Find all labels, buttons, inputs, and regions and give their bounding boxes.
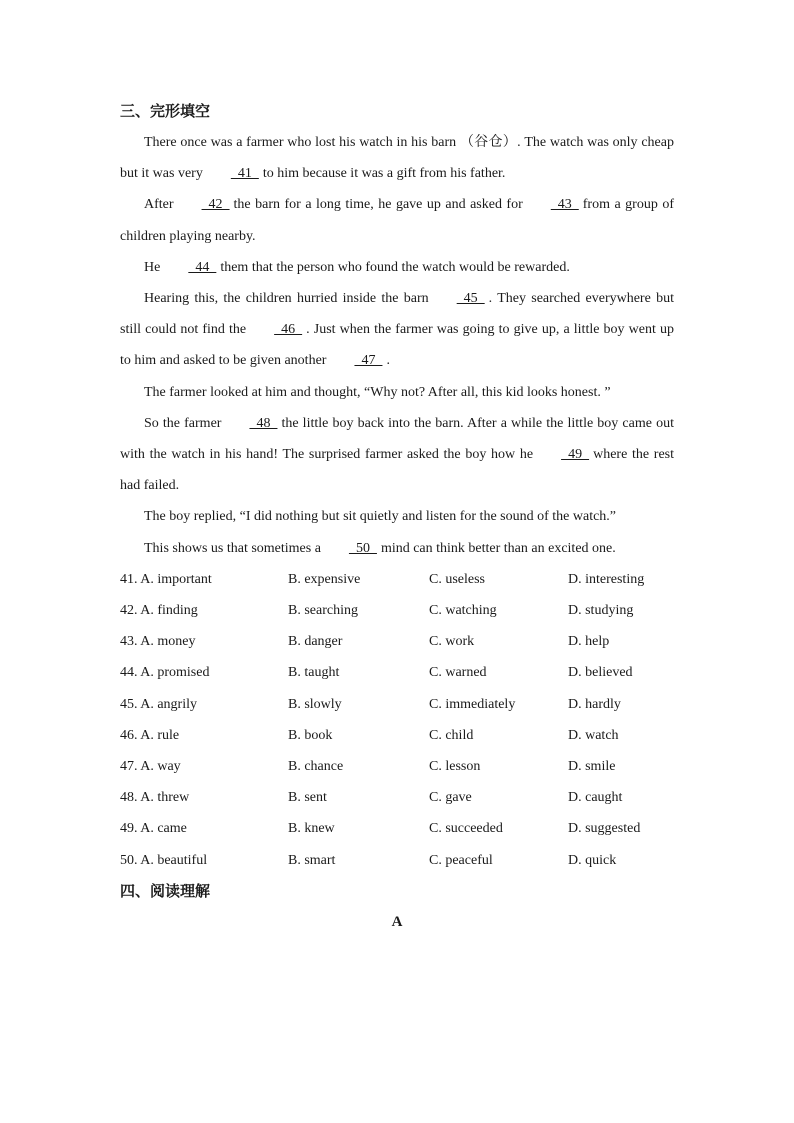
passage-text: He bbox=[144, 259, 161, 275]
passage-paragraph bbox=[120, 408, 674, 502]
passage-text: where the rest had failed. bbox=[120, 447, 674, 494]
option-row bbox=[120, 782, 674, 813]
passage-text: . Just when the farmer was going to give up, a little boy went up to him and asked to be given another bbox=[120, 322, 675, 369]
blank-49: 49 bbox=[561, 447, 590, 463]
blank-47: 47 bbox=[354, 353, 383, 369]
option-a: 44. A. promised bbox=[120, 665, 210, 681]
option-d: D. help bbox=[568, 634, 610, 650]
passage-label: A bbox=[391, 913, 403, 930]
option-d: D. interesting bbox=[568, 571, 645, 587]
blank-50: 50 bbox=[348, 540, 377, 556]
option-d: D. smile bbox=[568, 758, 616, 774]
option-c: C. useless bbox=[429, 571, 485, 587]
option-row bbox=[120, 595, 674, 626]
blank-45: 45 bbox=[456, 291, 485, 307]
option-row bbox=[120, 657, 674, 688]
blank-46: 46 bbox=[274, 322, 303, 338]
option-row bbox=[120, 813, 674, 844]
option-row bbox=[120, 751, 674, 782]
option-a: 47. A. way bbox=[120, 758, 181, 774]
passage-paragraph bbox=[120, 533, 674, 564]
passage-text: There once was a farmer who lost his watch in his barn （谷仓）. The watch was only cheap but it was very bbox=[120, 135, 674, 182]
passage-paragraph bbox=[120, 189, 674, 251]
option-b: B. smart bbox=[288, 852, 336, 868]
option-c: C. work bbox=[429, 634, 475, 650]
passage-text: . They searched everywhere but still could not find the bbox=[120, 291, 674, 338]
document-page bbox=[120, 96, 674, 938]
blank-48: 48 bbox=[249, 415, 278, 431]
option-c: C. watching bbox=[429, 603, 497, 619]
option-a: 46. A. rule bbox=[120, 727, 180, 743]
passage-text: The boy replied, “I did nothing but sit quietly and listen for the sound of the watch.” bbox=[144, 509, 617, 525]
option-a: 43. A. money bbox=[120, 634, 196, 650]
option-row bbox=[120, 720, 674, 751]
passage-text: the barn for a long time, he gave up and asked for bbox=[233, 197, 523, 213]
blank-42: 42 bbox=[201, 197, 230, 213]
option-d: D. watch bbox=[568, 727, 619, 743]
option-c: C. peaceful bbox=[429, 852, 493, 868]
passage-text: Hearing this, the children hurried inside the barn bbox=[144, 291, 429, 307]
passage-text: from a group of children playing nearby. bbox=[120, 197, 674, 244]
passage-text: mind can think better than an excited one. bbox=[380, 540, 616, 556]
blank-44: 44 bbox=[188, 259, 217, 275]
option-b: B. chance bbox=[288, 758, 344, 774]
option-d: D. caught bbox=[568, 790, 623, 806]
option-b: B. taught bbox=[288, 665, 340, 681]
option-row bbox=[120, 689, 674, 720]
option-b: B. expensive bbox=[288, 571, 361, 587]
option-b: B. danger bbox=[288, 634, 343, 650]
passage-text: them that the person who found the watch would be rewarded. bbox=[220, 259, 570, 275]
cloze-options bbox=[120, 564, 674, 876]
option-d: D. studying bbox=[568, 603, 634, 619]
passage-text: the little boy back into the barn. After a while the little boy came out with the watch in his hand! The surprised farmer asked the boy how he bbox=[120, 415, 674, 463]
option-row bbox=[120, 564, 674, 595]
option-b: B. slowly bbox=[288, 696, 342, 712]
blank-43: 43 bbox=[550, 197, 579, 213]
option-c: C. immediately bbox=[429, 696, 516, 712]
section-heading-cloze: 三、完形填空 bbox=[120, 102, 211, 120]
passage-paragraph bbox=[120, 283, 674, 377]
option-a: 48. A. threw bbox=[120, 790, 190, 806]
option-row bbox=[120, 626, 674, 657]
section-heading-reading: 四、阅读理解 bbox=[120, 881, 211, 900]
option-a: 41. A. important bbox=[120, 571, 212, 587]
passage-text: So the farmer bbox=[144, 415, 222, 431]
cloze-passage bbox=[120, 127, 674, 564]
option-d: D. hardly bbox=[568, 696, 621, 712]
passage-paragraph bbox=[120, 377, 674, 408]
passage-paragraph bbox=[120, 127, 674, 189]
passage-text: . bbox=[386, 353, 390, 369]
passage-paragraph bbox=[120, 501, 674, 532]
option-a: 45. A. angrily bbox=[120, 696, 197, 712]
option-a: 42. A. finding bbox=[120, 603, 198, 619]
passage-paragraph bbox=[120, 252, 674, 283]
option-c: C. child bbox=[429, 727, 474, 743]
option-row bbox=[120, 845, 674, 876]
blank-41: 41 bbox=[230, 166, 259, 182]
option-c: C. warned bbox=[429, 665, 487, 681]
option-b: B. knew bbox=[288, 821, 335, 837]
option-d: D. believed bbox=[568, 665, 633, 681]
option-c: C. lesson bbox=[429, 758, 481, 774]
option-c: C. gave bbox=[429, 790, 472, 806]
option-c: C. succeeded bbox=[429, 821, 503, 837]
option-d: D. quick bbox=[568, 852, 617, 868]
option-b: B. sent bbox=[288, 790, 327, 806]
option-a: 50. A. beautiful bbox=[120, 852, 208, 868]
option-b: B. searching bbox=[288, 603, 358, 619]
passage-text: The farmer looked at him and thought, “Why not? After all, this kid looks honest. ” bbox=[144, 384, 611, 400]
passage-text: This shows us that sometimes a bbox=[144, 540, 321, 556]
option-b: B. book bbox=[288, 727, 333, 743]
option-d: D. suggested bbox=[568, 821, 641, 837]
passage-text: to him because it was a gift from his father. bbox=[262, 166, 506, 182]
passage-text: After bbox=[144, 197, 174, 213]
option-a: 49. A. came bbox=[120, 821, 187, 837]
